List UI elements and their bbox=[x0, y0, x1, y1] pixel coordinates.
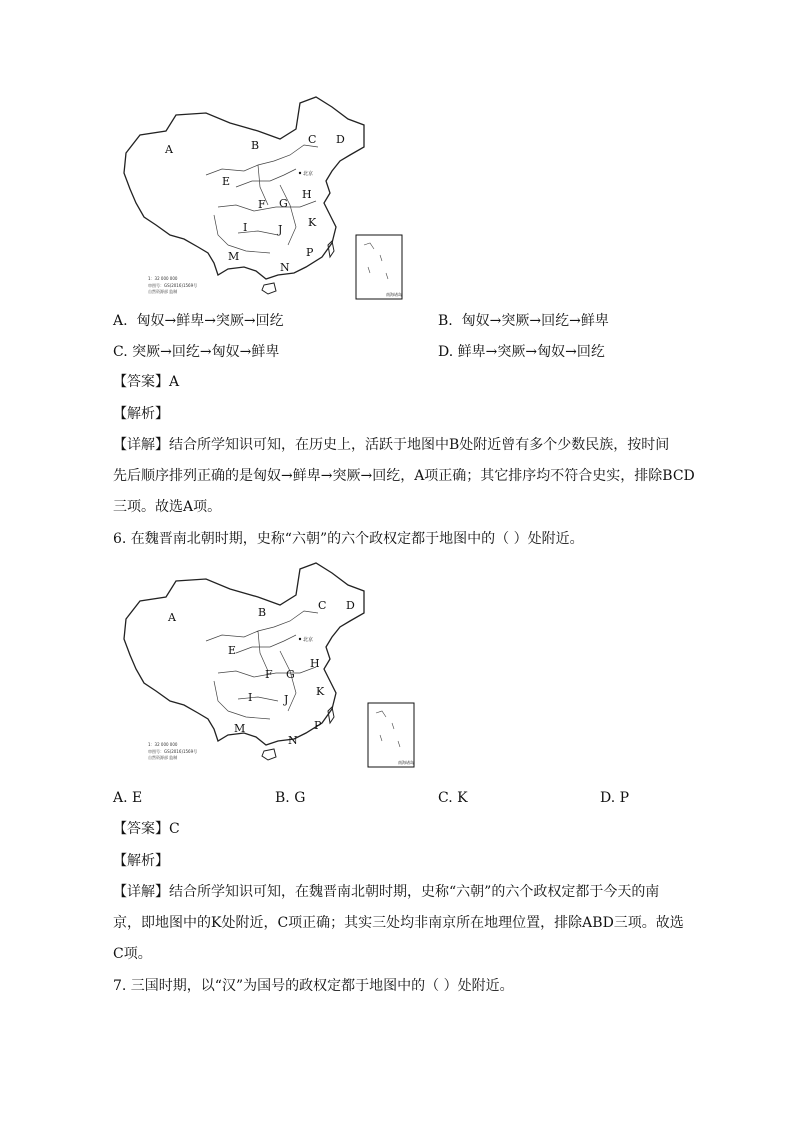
china-map-2 bbox=[118, 560, 418, 772]
label-h: H bbox=[302, 188, 312, 201]
q6-detail-line-3: C项。 bbox=[113, 946, 152, 962]
label-i: I bbox=[248, 691, 253, 704]
label-j: J bbox=[278, 223, 283, 236]
q5-option-a: A. 匈奴→鲜卑→突厥→回纥 bbox=[113, 313, 284, 329]
q5-option-b: B. 匈奴→突厥→回纥→鲜卑 bbox=[438, 313, 609, 329]
label-g: G bbox=[279, 197, 288, 210]
svg-text:审图号：GS(2016)1569号: 审图号：GS(2016)1569号 bbox=[148, 283, 198, 288]
china-map-2-svg bbox=[118, 560, 418, 772]
svg-text:1：32 000 000: 1：32 000 000 bbox=[148, 742, 178, 747]
q5-option-d: D. 鲜卑→突厥→匈奴→回纥 bbox=[438, 344, 605, 360]
china-map-1 bbox=[118, 95, 418, 305]
q6-analysis-tag: 【解析】 bbox=[113, 853, 169, 869]
label-m: M bbox=[234, 722, 246, 735]
label-n: N bbox=[288, 734, 298, 747]
label-a: A bbox=[165, 143, 173, 156]
region-labels bbox=[164, 133, 345, 274]
label-f: F bbox=[258, 198, 266, 211]
q6-option-c: C. K bbox=[438, 790, 468, 806]
inset-label: 南海诸岛 bbox=[386, 292, 402, 297]
province-lines bbox=[206, 611, 318, 719]
hainan bbox=[262, 749, 276, 760]
china-map-1-svg bbox=[118, 95, 418, 305]
label-f: F bbox=[265, 668, 273, 681]
q5-answer: 【答案】A bbox=[113, 374, 180, 390]
label-e: E bbox=[228, 644, 237, 657]
svg-text:自然资源部 监制: 自然资源部 监制 bbox=[148, 755, 178, 760]
q6-option-a: A. E bbox=[113, 790, 143, 806]
svg-text:审图号：GS(2016)1569号: 审图号：GS(2016)1569号 bbox=[148, 749, 198, 754]
q6-detail-line-2: 京，即地图中的K处附近，C项正确；其实三处均非南京所在地理位置，排除ABD三项。故选 bbox=[113, 915, 684, 931]
label-e: E bbox=[222, 175, 231, 188]
q6-option-b: B. G bbox=[275, 790, 306, 806]
south-sea-inset bbox=[356, 235, 402, 299]
south-sea-inset bbox=[368, 703, 414, 767]
label-i: I bbox=[243, 221, 248, 234]
label-g: G bbox=[286, 668, 295, 681]
label-b: B bbox=[258, 606, 267, 619]
label-p: P bbox=[306, 246, 314, 259]
q7-stem: 7. 三国时期，以“汉”为国号的政权定都于地图中的（ ）处附近。 bbox=[113, 978, 514, 994]
q5-detail-line-2: 先后顺序排列正确的是匈奴→鲜卑→突厥→回纥，A项正确；其它排序均不符合史实，排除BCD bbox=[113, 468, 695, 484]
inset-label: 南海诸岛 bbox=[398, 760, 414, 765]
region-labels bbox=[167, 599, 355, 747]
label-b: B bbox=[251, 139, 260, 152]
label-j: J bbox=[284, 693, 289, 706]
q6-stem: 6. 在魏晋南北朝时期，史称“六朝”的六个政权定都于地图中的（ ）处附近。 bbox=[113, 531, 584, 547]
label-h: H bbox=[310, 657, 320, 670]
q6-detail-line-1: 【详解】结合所学知识可知，在魏晋南北朝时期，史称“六朝”的六个政权定都于今天的南 bbox=[113, 884, 660, 900]
label-k: K bbox=[308, 216, 317, 229]
label-n: N bbox=[280, 261, 290, 274]
svg-text:1：32 000 000: 1：32 000 000 bbox=[148, 276, 178, 281]
q5-option-c: C. 突厥→回纥→匈奴→鲜卑 bbox=[113, 344, 280, 360]
label-a: A bbox=[168, 611, 176, 624]
q5-analysis-tag: 【解析】 bbox=[113, 406, 169, 422]
capital-dot bbox=[299, 638, 301, 640]
china-outline bbox=[124, 563, 364, 745]
scale-note bbox=[148, 742, 197, 760]
q5-detail-line-1: 【详解】结合所学知识可知，在历史上，活跃于地图中B处附近曾有多个少数民族，按时间 bbox=[113, 437, 670, 453]
label-d: D bbox=[346, 599, 355, 612]
hainan bbox=[262, 283, 276, 294]
q6-answer: 【答案】C bbox=[113, 821, 180, 837]
q5-detail-line-3: 三项。故选A项。 bbox=[113, 499, 222, 515]
scale-note bbox=[148, 276, 197, 294]
label-c: C bbox=[318, 599, 327, 612]
label-capital: 北京 bbox=[303, 171, 314, 177]
label-capital: 北京 bbox=[303, 637, 314, 643]
label-d: D bbox=[336, 133, 345, 146]
label-k: K bbox=[316, 685, 325, 698]
label-p: P bbox=[314, 719, 322, 732]
label-m: M bbox=[228, 250, 240, 263]
capital-dot bbox=[299, 172, 301, 174]
q6-option-d: D. P bbox=[600, 790, 630, 806]
label-c: C bbox=[308, 133, 317, 146]
svg-text:自然资源部 监制: 自然资源部 监制 bbox=[148, 289, 178, 294]
china-outline bbox=[124, 97, 364, 279]
